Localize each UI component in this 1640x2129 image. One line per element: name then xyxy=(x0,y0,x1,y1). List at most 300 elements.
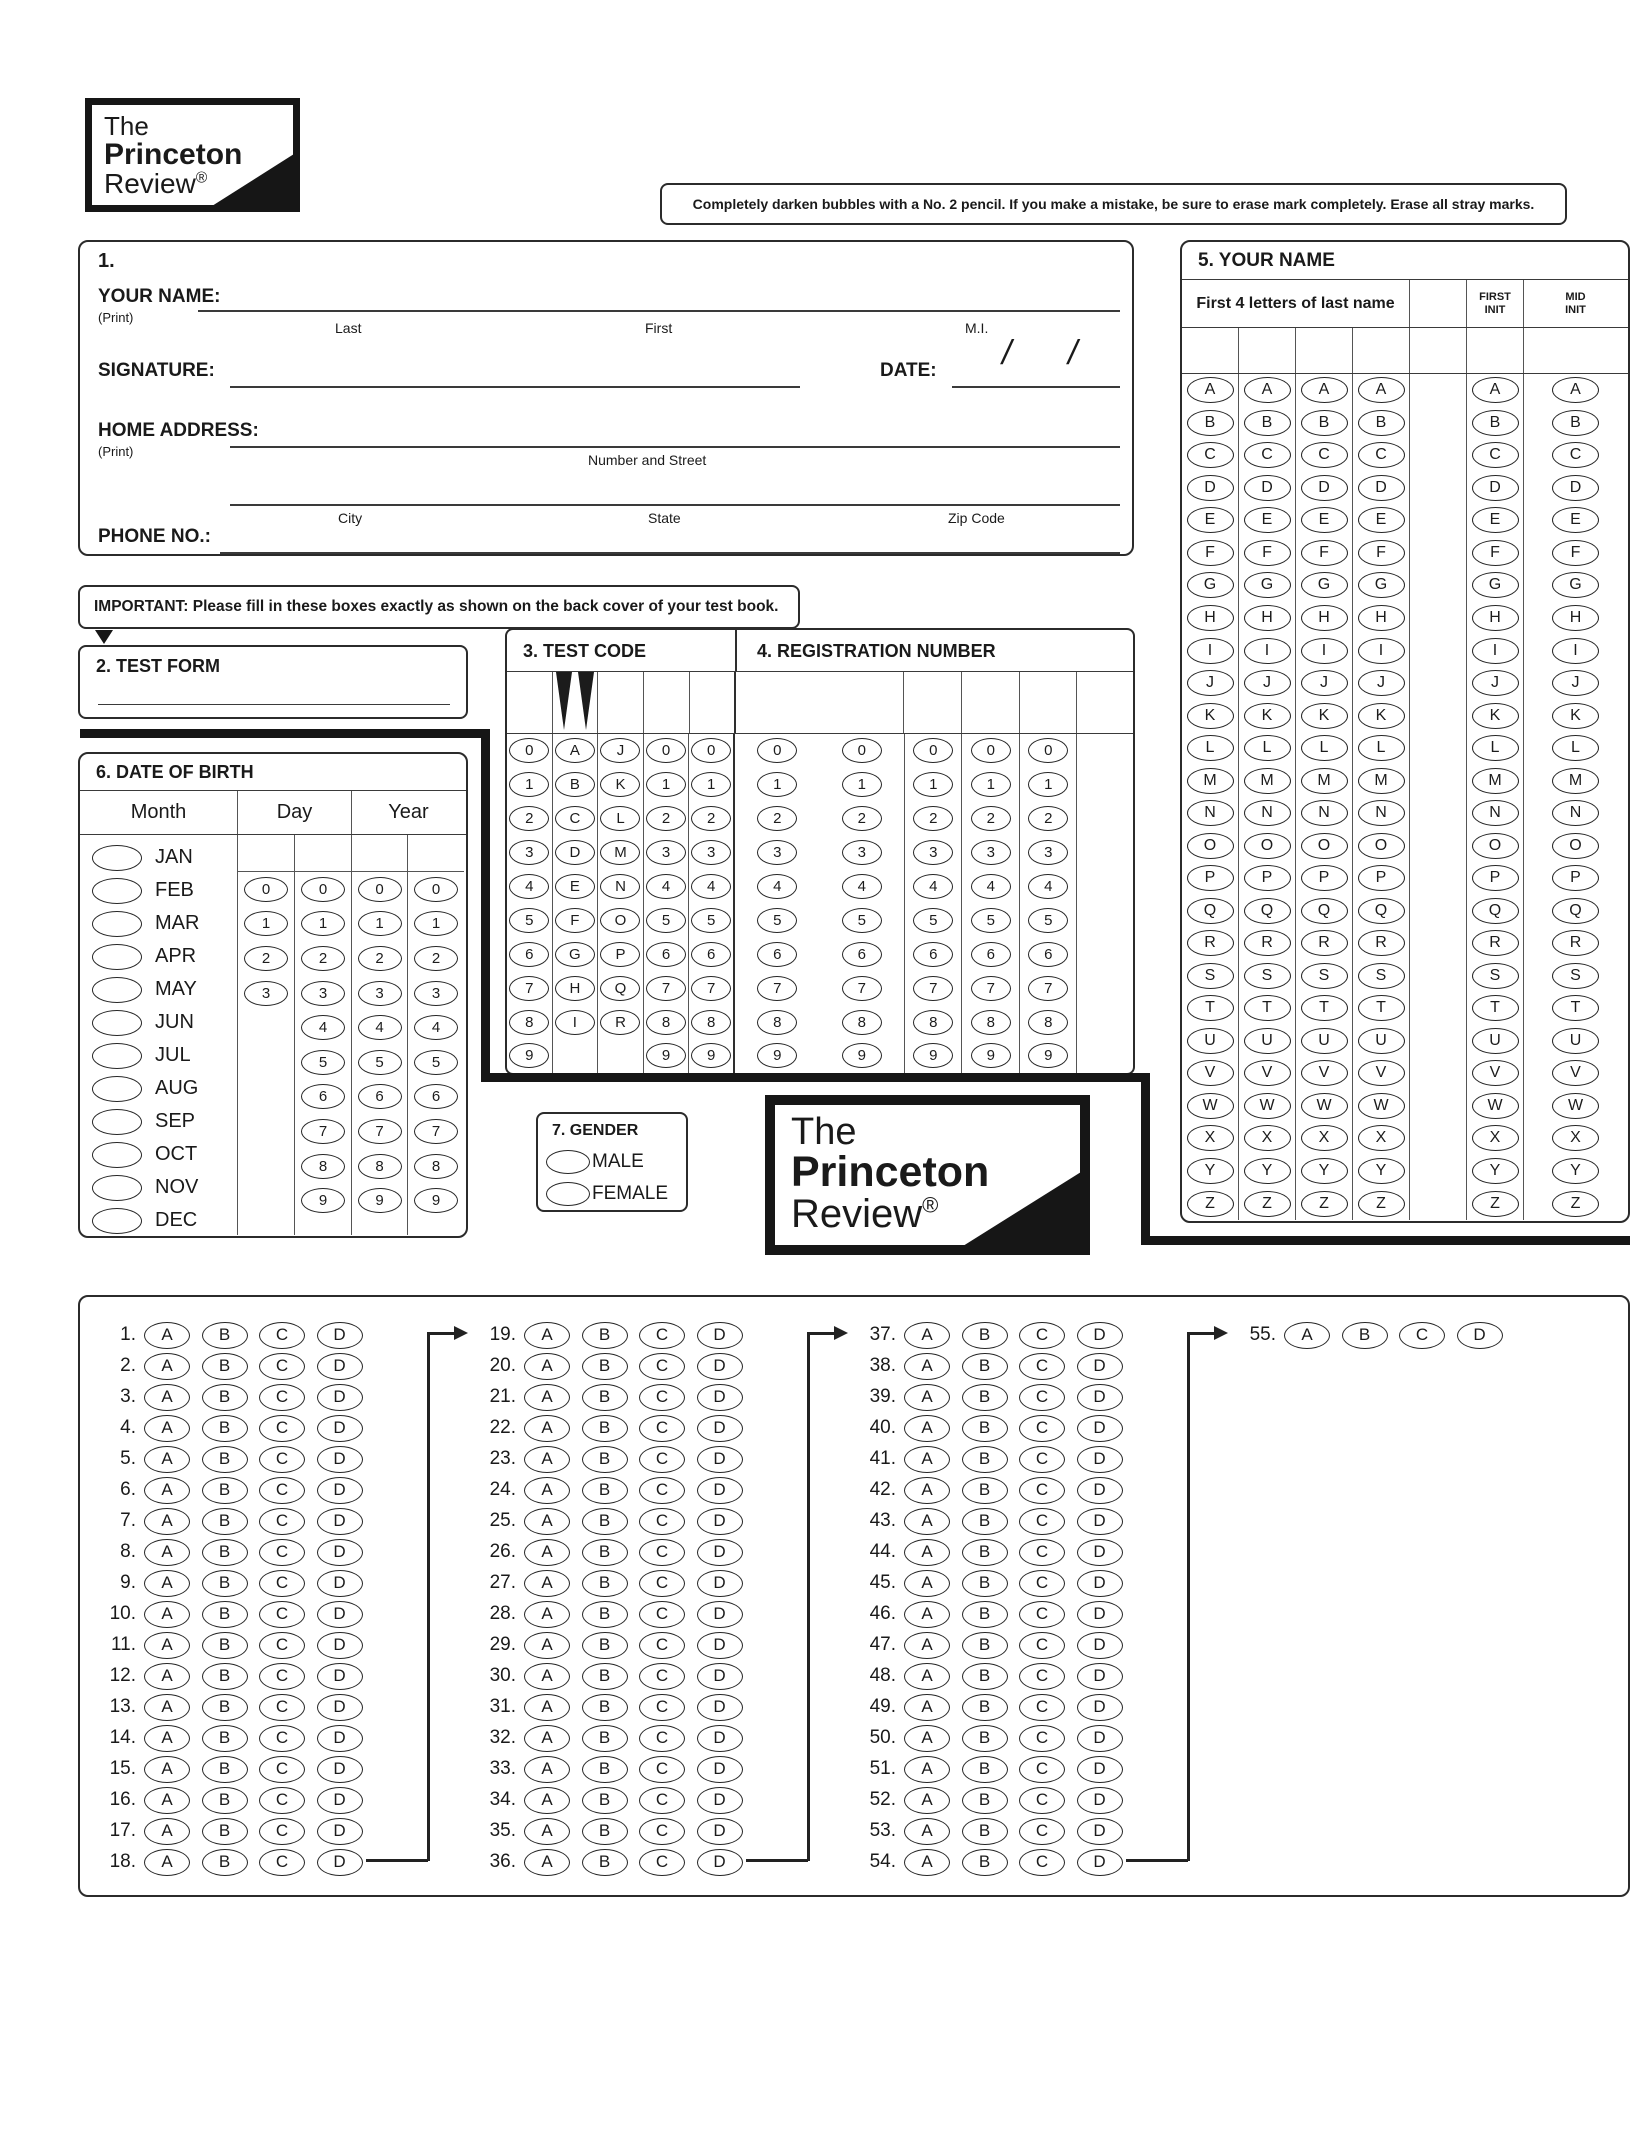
name-letter-bubble[interactable]: F xyxy=(1301,540,1348,566)
name-letter-bubble[interactable]: M xyxy=(1187,768,1234,794)
name-write-cell[interactable] xyxy=(1296,328,1353,373)
answer-bubble[interactable]: B xyxy=(202,1725,248,1752)
answer-bubble[interactable]: B xyxy=(582,1632,628,1659)
answer-bubble[interactable]: D xyxy=(317,1663,363,1690)
name-letter-bubble[interactable]: P xyxy=(1472,865,1519,891)
name-letter-bubble[interactable]: L xyxy=(1472,735,1519,761)
month-bubble[interactable] xyxy=(92,1208,142,1234)
name-letter-bubble[interactable]: R xyxy=(1244,930,1291,956)
name-letter-bubble[interactable]: G xyxy=(1472,572,1519,598)
name-letter-bubble[interactable]: J xyxy=(1187,670,1234,696)
answer-bubble[interactable]: B xyxy=(202,1663,248,1690)
test-code-write-cell[interactable] xyxy=(553,672,599,733)
year-ones-bubble[interactable]: 8 xyxy=(414,1154,458,1179)
name-write-cell[interactable] xyxy=(1410,328,1467,373)
answer-bubble[interactable]: B xyxy=(962,1415,1008,1442)
answer-bubble[interactable]: A xyxy=(904,1818,950,1845)
day-tens-bubble[interactable]: 2 xyxy=(244,946,288,971)
registration-write-cell[interactable] xyxy=(962,672,1020,733)
day-ones-write-cell[interactable] xyxy=(295,835,351,872)
answer-bubble[interactable]: B xyxy=(582,1322,628,1349)
answer-bubble[interactable]: B xyxy=(582,1787,628,1814)
answer-bubble[interactable]: D xyxy=(317,1477,363,1504)
name-letter-bubble[interactable]: Q xyxy=(1552,898,1599,924)
registration-bubble[interactable]: 6 xyxy=(1028,942,1068,967)
month-bubble[interactable] xyxy=(92,1175,142,1201)
test-code-bubble[interactable]: N xyxy=(600,874,640,899)
registration-bubble[interactable]: 7 xyxy=(842,976,882,1001)
name-letter-bubble[interactable]: H xyxy=(1552,605,1599,631)
year-tens-bubble[interactable]: 4 xyxy=(358,1015,402,1040)
registration-bubble[interactable]: 6 xyxy=(842,942,882,967)
name-letter-bubble[interactable]: O xyxy=(1472,833,1519,859)
answer-bubble[interactable]: A xyxy=(144,1539,190,1566)
answer-bubble[interactable]: B xyxy=(962,1787,1008,1814)
answer-bubble[interactable]: D xyxy=(1077,1353,1123,1380)
test-code-write-cell[interactable] xyxy=(598,672,644,733)
day-ones-bubble[interactable]: 0 xyxy=(301,877,345,902)
answer-bubble[interactable]: B xyxy=(582,1353,628,1380)
year-tens-write-cell[interactable] xyxy=(352,835,407,872)
answer-bubble[interactable]: A xyxy=(904,1756,950,1783)
year-tens-bubble[interactable]: 8 xyxy=(358,1154,402,1179)
answer-bubble[interactable]: C xyxy=(639,1787,685,1814)
name-letter-bubble[interactable]: M xyxy=(1472,768,1519,794)
answer-bubble[interactable]: D xyxy=(317,1322,363,1349)
name-letter-bubble[interactable]: E xyxy=(1187,507,1234,533)
answer-bubble[interactable]: D xyxy=(317,1415,363,1442)
answer-bubble[interactable]: D xyxy=(697,1539,743,1566)
name-letter-bubble[interactable]: P xyxy=(1358,865,1405,891)
name-letter-bubble[interactable]: K xyxy=(1358,703,1405,729)
registration-bubble[interactable]: 9 xyxy=(1028,1043,1068,1068)
name-letter-bubble[interactable]: T xyxy=(1552,995,1599,1021)
name-letter-bubble[interactable]: E xyxy=(1244,507,1291,533)
answer-bubble[interactable]: C xyxy=(1019,1384,1065,1411)
name-letter-bubble[interactable]: S xyxy=(1358,963,1405,989)
registration-bubble[interactable]: 1 xyxy=(913,772,953,797)
name-letter-bubble[interactable]: C xyxy=(1552,442,1599,468)
answer-bubble[interactable]: D xyxy=(317,1694,363,1721)
your-name-field[interactable] xyxy=(198,272,1120,312)
answer-bubble[interactable]: D xyxy=(697,1756,743,1783)
day-ones-bubble[interactable]: 9 xyxy=(301,1188,345,1213)
name-letter-bubble[interactable]: M xyxy=(1244,768,1291,794)
answer-bubble[interactable]: B xyxy=(962,1353,1008,1380)
name-letter-bubble[interactable]: A xyxy=(1472,377,1519,403)
name-letter-bubble[interactable]: W xyxy=(1472,1093,1519,1119)
answer-bubble[interactable]: B xyxy=(202,1477,248,1504)
registration-bubble[interactable]: 5 xyxy=(1028,908,1068,933)
answer-bubble[interactable]: D xyxy=(697,1322,743,1349)
day-ones-bubble[interactable]: 3 xyxy=(301,981,345,1006)
answer-bubble[interactable]: C xyxy=(259,1322,305,1349)
test-code-bubble[interactable]: 6 xyxy=(646,942,686,967)
answer-bubble[interactable]: A xyxy=(144,1849,190,1876)
name-letter-bubble[interactable]: R xyxy=(1187,930,1234,956)
answer-bubble[interactable]: C xyxy=(1019,1353,1065,1380)
name-letter-bubble[interactable]: A xyxy=(1301,377,1348,403)
name-letter-bubble[interactable]: X xyxy=(1358,1125,1405,1151)
answer-bubble[interactable]: A xyxy=(144,1446,190,1473)
answer-bubble[interactable]: A xyxy=(144,1663,190,1690)
answer-bubble[interactable]: C xyxy=(1019,1725,1065,1752)
name-letter-bubble[interactable]: S xyxy=(1244,963,1291,989)
answer-bubble[interactable]: B xyxy=(962,1632,1008,1659)
registration-bubble[interactable]: 4 xyxy=(913,874,953,899)
name-letter-bubble[interactable]: N xyxy=(1301,800,1348,826)
registration-bubble[interactable]: 2 xyxy=(757,806,797,831)
registration-bubble[interactable]: 6 xyxy=(971,942,1011,967)
answer-bubble[interactable]: C xyxy=(259,1570,305,1597)
answer-bubble[interactable]: A xyxy=(144,1353,190,1380)
name-letter-bubble[interactable]: R xyxy=(1358,930,1405,956)
answer-bubble[interactable]: C xyxy=(259,1384,305,1411)
test-code-bubble[interactable]: 1 xyxy=(646,772,686,797)
registration-bubble[interactable]: 3 xyxy=(971,840,1011,865)
answer-bubble[interactable]: A xyxy=(524,1694,570,1721)
answer-bubble[interactable]: B xyxy=(582,1694,628,1721)
answer-bubble[interactable]: B xyxy=(962,1446,1008,1473)
answer-bubble[interactable]: A xyxy=(524,1756,570,1783)
answer-bubble[interactable]: B xyxy=(202,1632,248,1659)
name-letter-bubble[interactable]: N xyxy=(1358,800,1405,826)
registration-bubble[interactable]: 4 xyxy=(1028,874,1068,899)
name-letter-bubble[interactable]: T xyxy=(1301,995,1348,1021)
answer-bubble[interactable]: D xyxy=(317,1353,363,1380)
answer-bubble[interactable]: A xyxy=(524,1477,570,1504)
registration-bubble[interactable]: 7 xyxy=(913,976,953,1001)
answer-bubble[interactable]: B xyxy=(962,1570,1008,1597)
registration-bubble[interactable]: 5 xyxy=(757,908,797,933)
name-letter-bubble[interactable]: R xyxy=(1472,930,1519,956)
answer-bubble[interactable]: B xyxy=(1342,1322,1388,1349)
registration-bubble[interactable]: 2 xyxy=(842,806,882,831)
answer-bubble[interactable]: B xyxy=(962,1818,1008,1845)
month-bubble[interactable] xyxy=(92,911,142,937)
registration-bubble[interactable]: 3 xyxy=(757,840,797,865)
test-code-bubble[interactable]: 9 xyxy=(691,1043,731,1068)
test-code-bubble[interactable]: 9 xyxy=(509,1043,549,1068)
name-letter-bubble[interactable]: P xyxy=(1187,865,1234,891)
name-letter-bubble[interactable]: W xyxy=(1552,1093,1599,1119)
registration-bubble[interactable]: 2 xyxy=(913,806,953,831)
answer-bubble[interactable]: C xyxy=(259,1477,305,1504)
name-letter-bubble[interactable]: B xyxy=(1244,410,1291,436)
name-letter-bubble[interactable]: H xyxy=(1301,605,1348,631)
name-letter-bubble[interactable]: D xyxy=(1552,475,1599,501)
name-letter-bubble[interactable]: Y xyxy=(1244,1158,1291,1184)
answer-bubble[interactable]: C xyxy=(639,1818,685,1845)
name-letter-bubble[interactable]: H xyxy=(1187,605,1234,631)
test-code-bubble[interactable]: 1 xyxy=(509,772,549,797)
name-letter-bubble[interactable]: I xyxy=(1187,638,1234,664)
name-letter-bubble[interactable]: A xyxy=(1187,377,1234,403)
name-letter-bubble[interactable]: Y xyxy=(1358,1158,1405,1184)
name-letter-bubble[interactable]: Z xyxy=(1187,1191,1234,1217)
test-code-bubble[interactable]: 8 xyxy=(509,1010,549,1035)
registration-write-cell[interactable] xyxy=(1020,672,1078,733)
answer-bubble[interactable]: B xyxy=(582,1539,628,1566)
day-ones-bubble[interactable]: 2 xyxy=(301,946,345,971)
answer-bubble[interactable]: A xyxy=(904,1787,950,1814)
registration-bubble[interactable]: 0 xyxy=(842,738,882,763)
registration-bubble[interactable]: 7 xyxy=(971,976,1011,1001)
name-letter-bubble[interactable]: J xyxy=(1358,670,1405,696)
name-letter-bubble[interactable]: P xyxy=(1552,865,1599,891)
name-letter-bubble[interactable]: Q xyxy=(1472,898,1519,924)
test-code-bubble[interactable]: 6 xyxy=(691,942,731,967)
day-ones-bubble[interactable]: 6 xyxy=(301,1084,345,1109)
name-letter-bubble[interactable]: P xyxy=(1301,865,1348,891)
test-code-write-cell[interactable] xyxy=(690,672,736,733)
answer-bubble[interactable]: C xyxy=(259,1694,305,1721)
answer-bubble[interactable]: B xyxy=(202,1384,248,1411)
answer-bubble[interactable]: A xyxy=(144,1384,190,1411)
answer-bubble[interactable]: C xyxy=(259,1353,305,1380)
registration-bubble[interactable]: 8 xyxy=(913,1010,953,1035)
name-letter-bubble[interactable]: V xyxy=(1187,1060,1234,1086)
name-letter-bubble[interactable]: X xyxy=(1244,1125,1291,1151)
registration-bubble[interactable]: 7 xyxy=(1028,976,1068,1001)
signature-field[interactable] xyxy=(230,348,800,388)
answer-bubble[interactable]: A xyxy=(904,1508,950,1535)
answer-bubble[interactable]: D xyxy=(1077,1322,1123,1349)
month-bubble[interactable] xyxy=(92,1010,142,1036)
name-letter-bubble[interactable]: O xyxy=(1187,833,1234,859)
name-letter-bubble[interactable]: H xyxy=(1244,605,1291,631)
registration-bubble[interactable]: 0 xyxy=(971,738,1011,763)
answer-bubble[interactable]: D xyxy=(317,1508,363,1535)
answer-bubble[interactable]: C xyxy=(259,1725,305,1752)
day-tens-bubble[interactable]: 3 xyxy=(244,981,288,1006)
answer-bubble[interactable]: B xyxy=(582,1818,628,1845)
answer-bubble[interactable]: D xyxy=(317,1384,363,1411)
year-tens-bubble[interactable]: 1 xyxy=(358,911,402,936)
answer-bubble[interactable]: A xyxy=(904,1384,950,1411)
answer-bubble[interactable]: B xyxy=(962,1508,1008,1535)
name-letter-bubble[interactable]: X xyxy=(1301,1125,1348,1151)
registration-bubble[interactable]: 5 xyxy=(971,908,1011,933)
test-code-bubble[interactable]: 7 xyxy=(509,976,549,1001)
answer-bubble[interactable]: A xyxy=(144,1322,190,1349)
answer-bubble[interactable]: B xyxy=(582,1570,628,1597)
answer-bubble[interactable]: A xyxy=(524,1508,570,1535)
test-code-bubble[interactable]: 2 xyxy=(646,806,686,831)
test-code-bubble[interactable]: G xyxy=(555,942,595,967)
day-tens-bubble[interactable]: 0 xyxy=(244,877,288,902)
name-letter-bubble[interactable]: F xyxy=(1358,540,1405,566)
name-letter-bubble[interactable]: J xyxy=(1244,670,1291,696)
name-letter-bubble[interactable]: Z xyxy=(1552,1191,1599,1217)
registration-bubble[interactable]: 8 xyxy=(757,1010,797,1035)
name-letter-bubble[interactable]: T xyxy=(1187,995,1234,1021)
month-bubble[interactable] xyxy=(92,1109,142,1135)
answer-bubble[interactable]: D xyxy=(317,1849,363,1876)
name-letter-bubble[interactable]: Z xyxy=(1358,1191,1405,1217)
year-tens-bubble[interactable]: 0 xyxy=(358,877,402,902)
answer-bubble[interactable]: C xyxy=(1019,1446,1065,1473)
name-letter-bubble[interactable]: Q xyxy=(1358,898,1405,924)
answer-bubble[interactable]: C xyxy=(639,1384,685,1411)
answer-bubble[interactable]: D xyxy=(1077,1818,1123,1845)
test-code-write-cell[interactable] xyxy=(507,672,553,733)
registration-bubble[interactable]: 7 xyxy=(757,976,797,1001)
test-code-bubble[interactable]: 0 xyxy=(509,738,549,763)
name-letter-bubble[interactable]: I xyxy=(1244,638,1291,664)
answer-bubble[interactable]: B xyxy=(962,1384,1008,1411)
day-ones-bubble[interactable]: 1 xyxy=(301,911,345,936)
answer-bubble[interactable]: D xyxy=(1077,1601,1123,1628)
name-letter-bubble[interactable]: R xyxy=(1301,930,1348,956)
name-letter-bubble[interactable]: B xyxy=(1472,410,1519,436)
registration-bubble[interactable]: 1 xyxy=(971,772,1011,797)
date-field[interactable] xyxy=(952,348,1120,388)
answer-bubble[interactable]: B xyxy=(202,1415,248,1442)
registration-bubble[interactable]: 1 xyxy=(757,772,797,797)
name-letter-bubble[interactable]: X xyxy=(1552,1125,1599,1151)
name-letter-bubble[interactable]: S xyxy=(1187,963,1234,989)
answer-bubble[interactable]: B xyxy=(202,1353,248,1380)
answer-bubble[interactable]: A xyxy=(904,1849,950,1876)
name-letter-bubble[interactable]: X xyxy=(1472,1125,1519,1151)
test-code-bubble[interactable]: 6 xyxy=(509,942,549,967)
answer-bubble[interactable]: D xyxy=(317,1725,363,1752)
test-code-bubble[interactable]: C xyxy=(555,806,595,831)
answer-bubble[interactable]: C xyxy=(639,1508,685,1535)
registration-bubble[interactable]: 6 xyxy=(757,942,797,967)
day-ones-bubble[interactable]: 7 xyxy=(301,1119,345,1144)
answer-bubble[interactable]: A xyxy=(904,1725,950,1752)
answer-bubble[interactable]: A xyxy=(904,1477,950,1504)
answer-bubble[interactable]: D xyxy=(317,1570,363,1597)
name-letter-bubble[interactable]: P xyxy=(1244,865,1291,891)
name-letter-bubble[interactable]: V xyxy=(1358,1060,1405,1086)
answer-bubble[interactable]: C xyxy=(639,1756,685,1783)
name-letter-bubble[interactable]: C xyxy=(1187,442,1234,468)
name-letter-bubble[interactable]: V xyxy=(1472,1060,1519,1086)
name-letter-bubble[interactable]: Q xyxy=(1187,898,1234,924)
answer-bubble[interactable]: D xyxy=(697,1446,743,1473)
answer-bubble[interactable]: B xyxy=(202,1322,248,1349)
answer-bubble[interactable]: C xyxy=(1019,1601,1065,1628)
test-code-bubble[interactable]: 8 xyxy=(691,1010,731,1035)
answer-bubble[interactable]: D xyxy=(697,1694,743,1721)
name-write-cell[interactable] xyxy=(1524,328,1627,373)
gender-male-bubble[interactable] xyxy=(546,1150,590,1174)
name-letter-bubble[interactable]: E xyxy=(1301,507,1348,533)
answer-bubble[interactable]: D xyxy=(697,1632,743,1659)
test-code-bubble[interactable]: 2 xyxy=(509,806,549,831)
answer-bubble[interactable]: D xyxy=(317,1818,363,1845)
name-letter-bubble[interactable]: S xyxy=(1552,963,1599,989)
name-letter-bubble[interactable]: N xyxy=(1552,800,1599,826)
answer-bubble[interactable]: D xyxy=(697,1818,743,1845)
answer-bubble[interactable]: D xyxy=(697,1508,743,1535)
answer-bubble[interactable]: D xyxy=(697,1725,743,1752)
answer-bubble[interactable]: A xyxy=(904,1632,950,1659)
name-letter-bubble[interactable]: G xyxy=(1301,572,1348,598)
test-code-bubble[interactable]: O xyxy=(600,908,640,933)
test-code-bubble[interactable]: H xyxy=(555,976,595,1001)
month-bubble[interactable] xyxy=(92,944,142,970)
name-letter-bubble[interactable]: B xyxy=(1552,410,1599,436)
name-write-cell[interactable] xyxy=(1182,328,1239,373)
test-code-bubble[interactable]: 4 xyxy=(691,874,731,899)
day-ones-bubble[interactable]: 4 xyxy=(301,1015,345,1040)
registration-bubble[interactable]: 0 xyxy=(1028,738,1068,763)
year-tens-bubble[interactable]: 3 xyxy=(358,981,402,1006)
registration-bubble[interactable]: 3 xyxy=(1028,840,1068,865)
test-code-bubble[interactable]: 3 xyxy=(509,840,549,865)
name-letter-bubble[interactable]: T xyxy=(1358,995,1405,1021)
answer-bubble[interactable]: D xyxy=(697,1787,743,1814)
name-write-cell[interactable] xyxy=(1353,328,1410,373)
answer-bubble[interactable]: D xyxy=(1077,1849,1123,1876)
name-letter-bubble[interactable]: O xyxy=(1244,833,1291,859)
name-letter-bubble[interactable]: L xyxy=(1187,735,1234,761)
answer-bubble[interactable]: D xyxy=(1077,1632,1123,1659)
answer-bubble[interactable]: D xyxy=(1077,1756,1123,1783)
registration-bubble[interactable]: 8 xyxy=(842,1010,882,1035)
name-letter-bubble[interactable]: I xyxy=(1358,638,1405,664)
name-letter-bubble[interactable]: F xyxy=(1472,540,1519,566)
answer-bubble[interactable]: D xyxy=(697,1353,743,1380)
answer-bubble[interactable]: C xyxy=(1019,1632,1065,1659)
name-letter-bubble[interactable]: U xyxy=(1301,1028,1348,1054)
answer-bubble[interactable]: A xyxy=(524,1663,570,1690)
name-letter-bubble[interactable]: S xyxy=(1472,963,1519,989)
name-letter-bubble[interactable]: Y xyxy=(1472,1158,1519,1184)
name-letter-bubble[interactable]: M xyxy=(1358,768,1405,794)
test-code-bubble[interactable]: 5 xyxy=(509,908,549,933)
answer-bubble[interactable]: D xyxy=(1077,1539,1123,1566)
name-letter-bubble[interactable]: L xyxy=(1244,735,1291,761)
answer-bubble[interactable]: A xyxy=(1284,1322,1330,1349)
answer-bubble[interactable]: C xyxy=(1019,1508,1065,1535)
name-letter-bubble[interactable]: V xyxy=(1552,1060,1599,1086)
name-letter-bubble[interactable]: N xyxy=(1244,800,1291,826)
test-code-bubble[interactable]: J xyxy=(600,738,640,763)
name-letter-bubble[interactable]: U xyxy=(1472,1028,1519,1054)
answer-bubble[interactable]: C xyxy=(639,1694,685,1721)
name-letter-bubble[interactable]: U xyxy=(1358,1028,1405,1054)
month-bubble[interactable] xyxy=(92,977,142,1003)
answer-bubble[interactable]: C xyxy=(639,1849,685,1876)
year-tens-bubble[interactable]: 5 xyxy=(358,1050,402,1075)
test-code-bubble[interactable]: 7 xyxy=(646,976,686,1001)
name-letter-bubble[interactable]: X xyxy=(1187,1125,1234,1151)
answer-bubble[interactable]: A xyxy=(144,1756,190,1783)
answer-bubble[interactable]: D xyxy=(1077,1694,1123,1721)
answer-bubble[interactable]: B xyxy=(962,1756,1008,1783)
answer-bubble[interactable]: C xyxy=(639,1632,685,1659)
answer-bubble[interactable]: A xyxy=(524,1570,570,1597)
name-letter-bubble[interactable]: T xyxy=(1472,995,1519,1021)
test-form-field[interactable] xyxy=(98,667,450,705)
answer-bubble[interactable]: A xyxy=(524,1849,570,1876)
answer-bubble[interactable]: B xyxy=(582,1446,628,1473)
name-letter-bubble[interactable]: G xyxy=(1358,572,1405,598)
year-tens-bubble[interactable]: 2 xyxy=(358,946,402,971)
test-code-bubble[interactable]: B xyxy=(555,772,595,797)
registration-bubble[interactable]: 6 xyxy=(913,942,953,967)
answer-bubble[interactable]: A xyxy=(144,1632,190,1659)
year-ones-bubble[interactable]: 2 xyxy=(414,946,458,971)
answer-bubble[interactable]: A xyxy=(524,1446,570,1473)
test-code-bubble[interactable]: I xyxy=(555,1010,595,1035)
test-code-bubble[interactable]: F xyxy=(555,908,595,933)
